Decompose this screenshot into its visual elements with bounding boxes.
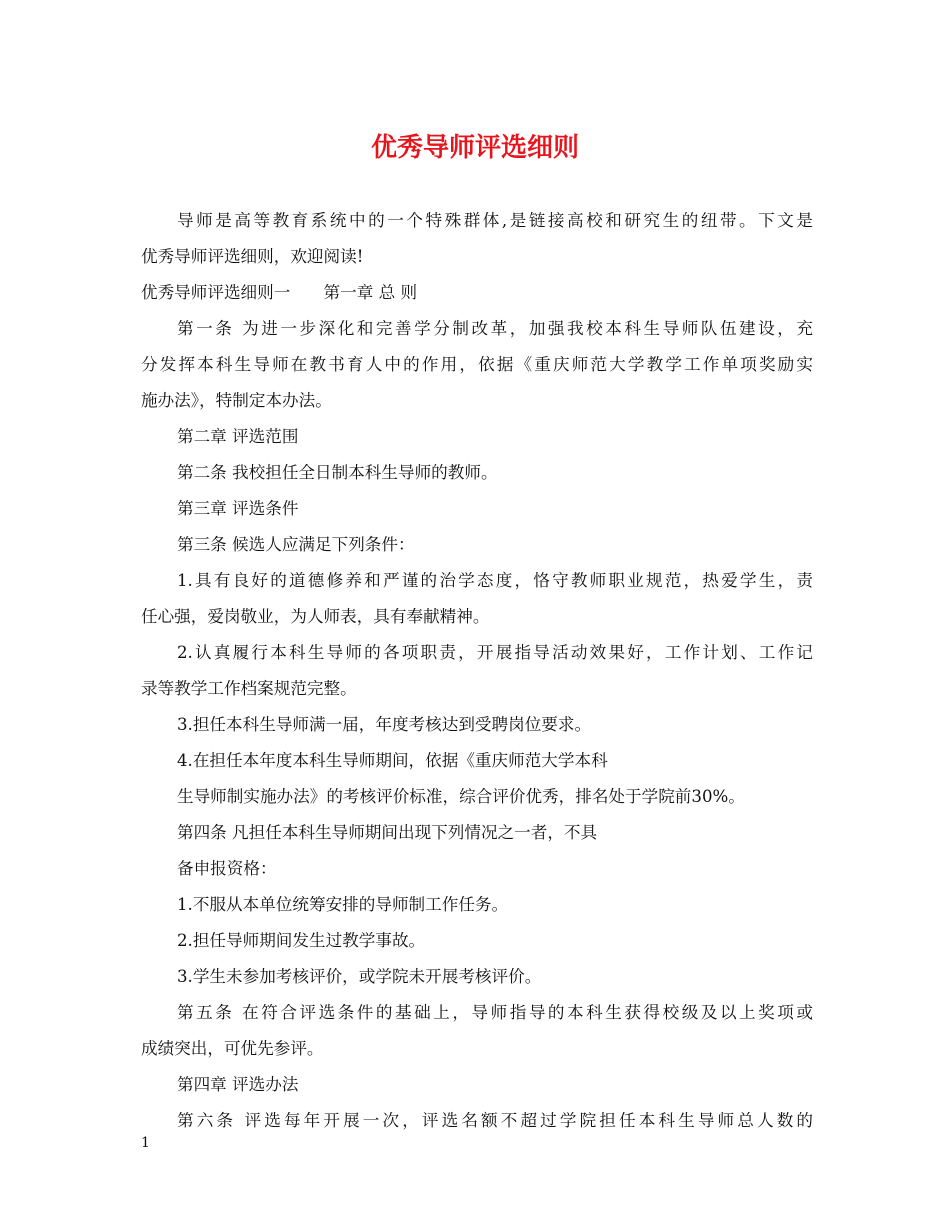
document-title: 优秀导师评选细则	[370, 133, 579, 163]
text-line: 2.担任导师期间发生过教学事故。	[177, 931, 426, 950]
text-line: 第二条 我校担任全日制本科生导师的教师。	[177, 463, 498, 482]
text-line: 第四章 评选办法	[177, 1075, 299, 1094]
text-line: 1.不服从本单位统筹安排的导师制工作任务。	[177, 895, 509, 914]
text-line: 优秀导师评选细则一 第一章 总 则	[141, 283, 418, 302]
text-line: 优秀导师评选细则，欢迎阅读!	[141, 247, 364, 266]
text-line: 2.认真履行本科生导师的各项职责，开展指导活动效果好，工作计划、工作记	[177, 643, 813, 662]
text-line: 3.学生未参加考核评价，或学院未开展考核评价。	[177, 967, 542, 986]
text-line: 分发挥本科生导师在教书育人中的作用，依据《重庆师范大学教学工作单项奖励实	[141, 355, 813, 374]
text-line: 4.在担任本年度本科生导师期间，依据《重庆师范大学本科	[177, 751, 608, 770]
text-line: 成绩突出，可优先参评。	[141, 1039, 324, 1058]
text-line: 第一条 为进一步深化和完善学分制改革，加强我校本科生导师队伍建设，充	[177, 319, 813, 338]
text-line: 第二章 评选范围	[177, 427, 299, 446]
text-line: 任心强，爱岗敬业，为人师表，具有奉献精神。	[141, 607, 490, 626]
text-line: 备申报资格：	[177, 859, 277, 878]
text-line: 3.担任本科生导师满一届，年度考核达到受聘岗位要求。	[177, 715, 592, 734]
document-body	[141, 203, 813, 1139]
text-line: 第六条 评选每年开展一次，评选名额不超过学院担任本科生导师总人数的	[177, 1111, 813, 1130]
text-line: 施办法》，特制定本办法。	[141, 391, 332, 410]
page-number: 1	[141, 1135, 150, 1151]
text-line: 第三条 候选人应满足下列条件：	[177, 535, 415, 554]
text-line: 第四条 凡担任本科生导师期间出现下列情况之一者，不具	[177, 823, 598, 842]
text-line: 第三章 评选条件	[177, 499, 299, 518]
text-line: 生导师制实施办法》的考核评价标准，综合评价优秀，排名处于学院前30%。	[177, 787, 745, 806]
text-line: 1.具有良好的道德修养和严谨的治学态度，恪守教师职业规范，热爱学生，责	[177, 571, 813, 590]
text-line: 导师是高等教育系统中的一个特殊群体,是链接高校和研究生的纽带。下文是	[177, 211, 813, 230]
text-line: 第五条 在符合评选条件的基础上，导师指导的本科生获得校级及以上奖项或	[177, 1003, 813, 1022]
text-line: 录等教学工作档案规范完整。	[141, 679, 357, 698]
